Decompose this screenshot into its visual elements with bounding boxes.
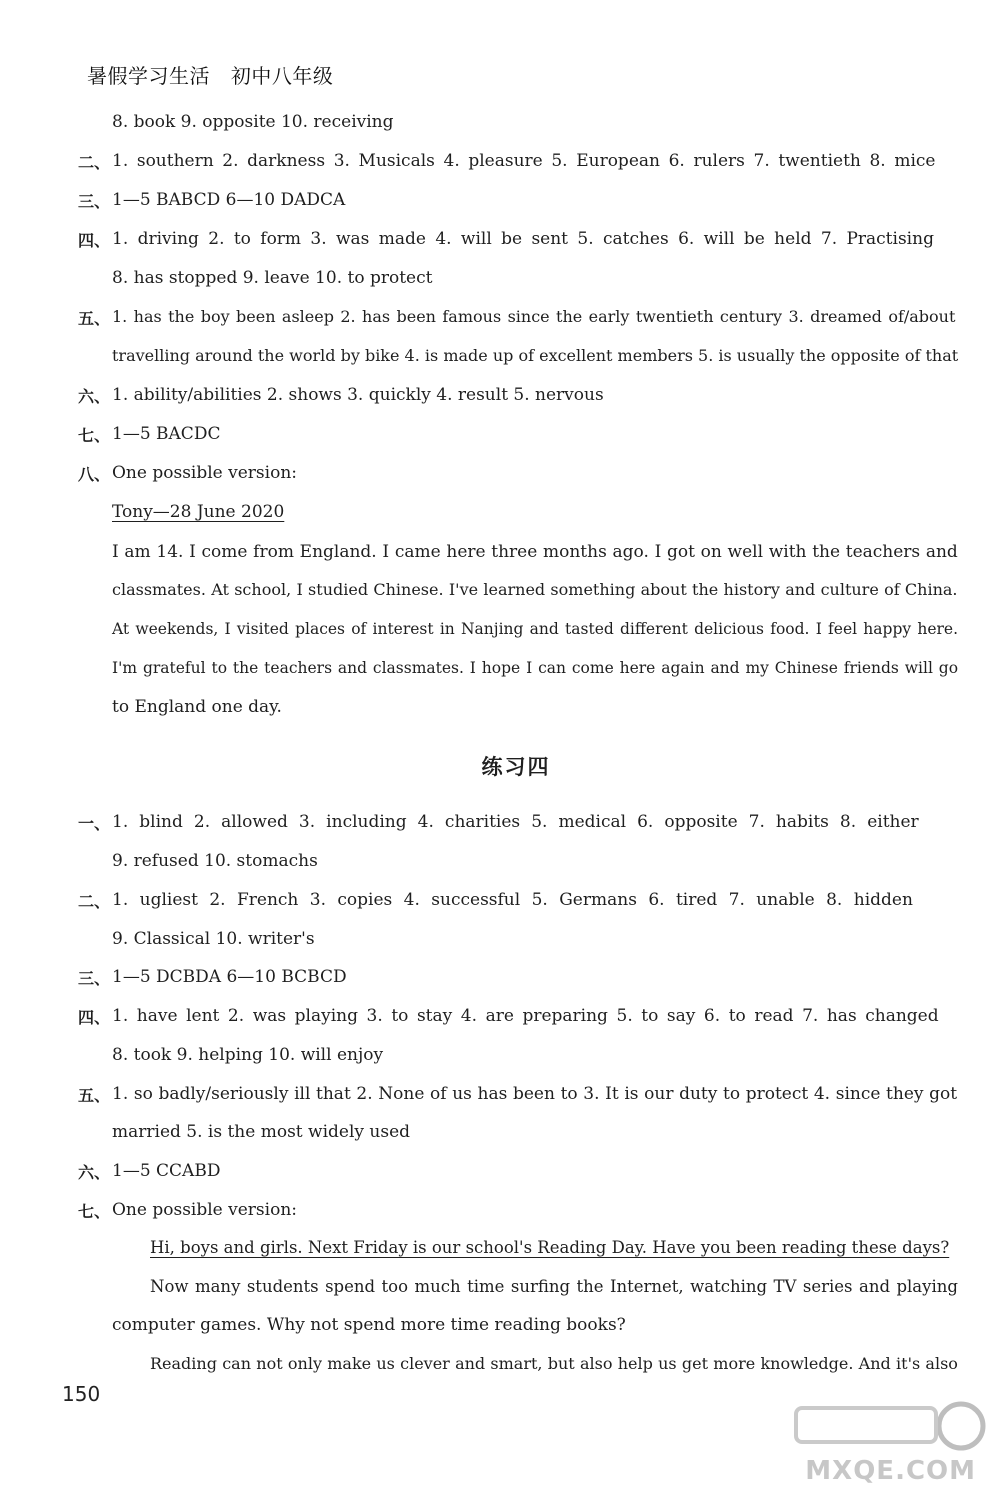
question-marker: 三、 [78,969,111,988]
running-header [87,60,333,89]
answer-line: Now many students spend too much time surfing the Internet, watching TV series and playing [150,1277,958,1296]
question-marker: 一、 [78,814,111,833]
answer-line: 8. book 9. opposite 10. receiving [112,112,394,132]
answer-line: 8. has stopped 9. leave 10. to protect [112,268,433,288]
answer-line: 1—5 DCBDA 6—10 BCBCD [112,967,347,987]
answer-line: I'm grateful to the teachers and classmates. I hope I can come here again and my Chinese friends will go [112,659,959,677]
underlined-heading-line: Hi, boys and girls. Next Friday is our school's Reading Day. Have you been reading these days? [150,1238,950,1257]
question-marker: 四、 [78,1008,111,1027]
answer-line: married 5. is the most widely used [112,1122,411,1142]
question-marker: 二、 [78,892,111,911]
answer-line: 1—5 BABCD 6—10 DADCA [112,190,346,210]
question-marker: 八、 [78,465,111,484]
answer-line: 1. has the boy been asleep 2. has been famous since the early twentieth century 3. dreamed of/about [112,307,956,326]
answer-line: classmates. At school, I studied Chinese. I've learned something about the history and culture of China. [112,580,958,599]
question-marker: 七、 [78,1202,111,1221]
answer-line: 1. blind 2. allowed 3. including 4. charities 5. medical 6. opposite 7. habits 8. either [112,812,919,832]
question-marker: 二、 [78,153,111,172]
answer-line: to England one day. [112,697,282,717]
watermark-logo [776,1398,986,1488]
answer-line: 1. so badly/seriously ill that 2. None of us has been to 3. It is our duty to protect 4. since they got [112,1084,958,1104]
watermark-icon [776,1398,986,1458]
answer-line: computer games. Why not spend more time reading books? [112,1315,626,1335]
answer-line: 9. refused 10. stomachs [112,851,318,871]
answer-line: One possible version: [112,463,297,483]
answer-line: 1—5 BACDC [112,424,221,444]
answer-line: At weekends, I visited places of interest in Nanjing and tasted different delicious food. I feel happy here. [112,620,959,638]
answer-line: One possible version: [112,1200,297,1220]
question-marker: 五、 [78,309,111,328]
question-marker: 六、 [78,387,111,406]
grade-label: 初中八年级 [230,64,334,88]
answer-line: 1. driving 2. to form 3. was made 4. will be sent 5. catches 6. will be held 7. Practising [112,229,934,249]
answer-line: Reading can not only make us clever and smart, but also help us get more knowledge. And it's also [150,1354,958,1373]
answer-line: 9. Classical 10. writer's [112,929,315,949]
answer-line: I am 14. I come from England. I came here three months ago. I got on well with the teachers and [112,542,958,562]
question-marker: 五、 [78,1086,111,1105]
answer-line: 1. ability/abilities 2. shows 3. quickly 4. result 5. nervous [112,385,604,405]
answer-line: 8. took 9. helping 10. will enjoy [112,1045,384,1065]
watermark-text: MXQE.COM [805,1456,976,1486]
question-marker: 七、 [78,426,111,445]
answer-line: 1. ugliest 2. French 3. copies 4. successful 5. Germans 6. tired 7. unable 8. hidden [112,890,913,910]
page-number: 150 [62,1382,101,1406]
underlined-heading-line: Tony—28 June 2020 [112,502,285,522]
answer-line: 1. southern 2. darkness 3. Musicals 4. pleasure 5. European 6. rulers 7. twentieth 8. mice [112,151,936,171]
book-title: 暑假学习生活 [87,64,210,88]
answer-line: 1—5 CCABD [112,1161,221,1181]
answer-line: travelling around the world by bike 4. is made up of excellent members 5. is usually the opposite of that [112,346,959,365]
section-title: 练习四 [481,755,551,779]
answer-line: 1. have lent 2. was playing 3. to stay 4. are preparing 5. to say 6. to read 7. has changed [112,1006,939,1026]
question-marker: 六、 [78,1163,111,1182]
question-marker: 四、 [78,231,111,250]
question-marker: 三、 [78,192,111,211]
